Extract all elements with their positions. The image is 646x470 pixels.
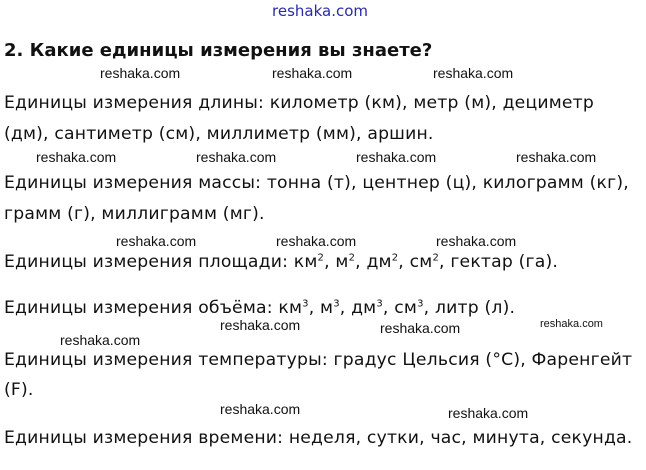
mass-units-line-1: Единицы измерения массы: тонна (т), центнер (ц), килограмм (кг), [4, 173, 629, 193]
watermark: reshaka.com [516, 149, 597, 165]
volume-units-suffix: , литр (л). [423, 298, 516, 318]
area-unit-cm: , см [398, 252, 433, 272]
volume-exponent: 3 [302, 298, 309, 310]
area-units-line [4, 252, 558, 272]
watermark: reshaka.com [276, 233, 357, 249]
watermark: reshaka.com [540, 318, 603, 330]
watermark: reshaka.com [436, 233, 517, 249]
watermark: reshaka.com [220, 317, 301, 333]
area-exponent: 2 [391, 252, 399, 264]
watermark: reshaka.com [356, 149, 437, 165]
length-units-line-1: Единицы измерения длины: километр (км), метр (м), дециметр [4, 93, 594, 113]
volume-exponent: 3 [333, 298, 340, 310]
site-header[interactable]: reshaka.com [272, 2, 368, 20]
volume-units-line [4, 298, 515, 318]
watermark: reshaka.com [116, 233, 197, 249]
watermark: reshaka.com [196, 149, 277, 165]
volume-units-text: Единицы измерения объёма: км [4, 298, 303, 318]
watermark: reshaka.com [272, 65, 353, 81]
volume-unit-m: , м [308, 298, 334, 318]
volume-unit-cm: , см [382, 298, 418, 318]
area-exponent: 2 [432, 252, 439, 264]
mass-units-line-2: грамм (г), миллиграмм (мг). [4, 204, 265, 224]
watermark: reshaka.com [100, 65, 181, 81]
area-units-text: Единицы измерения площади: км [4, 252, 318, 272]
watermark: reshaka.com [380, 320, 461, 336]
watermark: reshaka.com [36, 149, 117, 165]
watermark: reshaka.com [220, 401, 301, 417]
time-units-line: Единицы измерения времени: неделя, сутки, час, минута, секунда. [4, 428, 633, 448]
question-title: 2. Какие единицы измерения вы знаете? [4, 40, 433, 61]
watermark: reshaka.com [60, 332, 141, 348]
area-exponent: 2 [317, 252, 325, 264]
area-exponent: 2 [348, 252, 356, 264]
area-unit-m: , м [324, 252, 349, 272]
volume-unit-dm: , дм [339, 298, 377, 318]
volume-exponent: 3 [376, 298, 383, 310]
volume-exponent: 3 [417, 298, 424, 310]
temperature-units-line-2: (F). [4, 380, 34, 400]
watermark: reshaka.com [448, 405, 529, 421]
watermark: reshaka.com [433, 65, 514, 81]
area-units-suffix: , гектар (га). [439, 252, 559, 272]
area-unit-dm: , дм [355, 252, 392, 272]
length-units-line-2: (дм), сантиметр (см), миллиметр (мм), аршин. [4, 124, 434, 144]
temperature-units-line-1: Единицы измерения температуры: градус Цельсия (°С), Фаренгейт [4, 350, 633, 370]
